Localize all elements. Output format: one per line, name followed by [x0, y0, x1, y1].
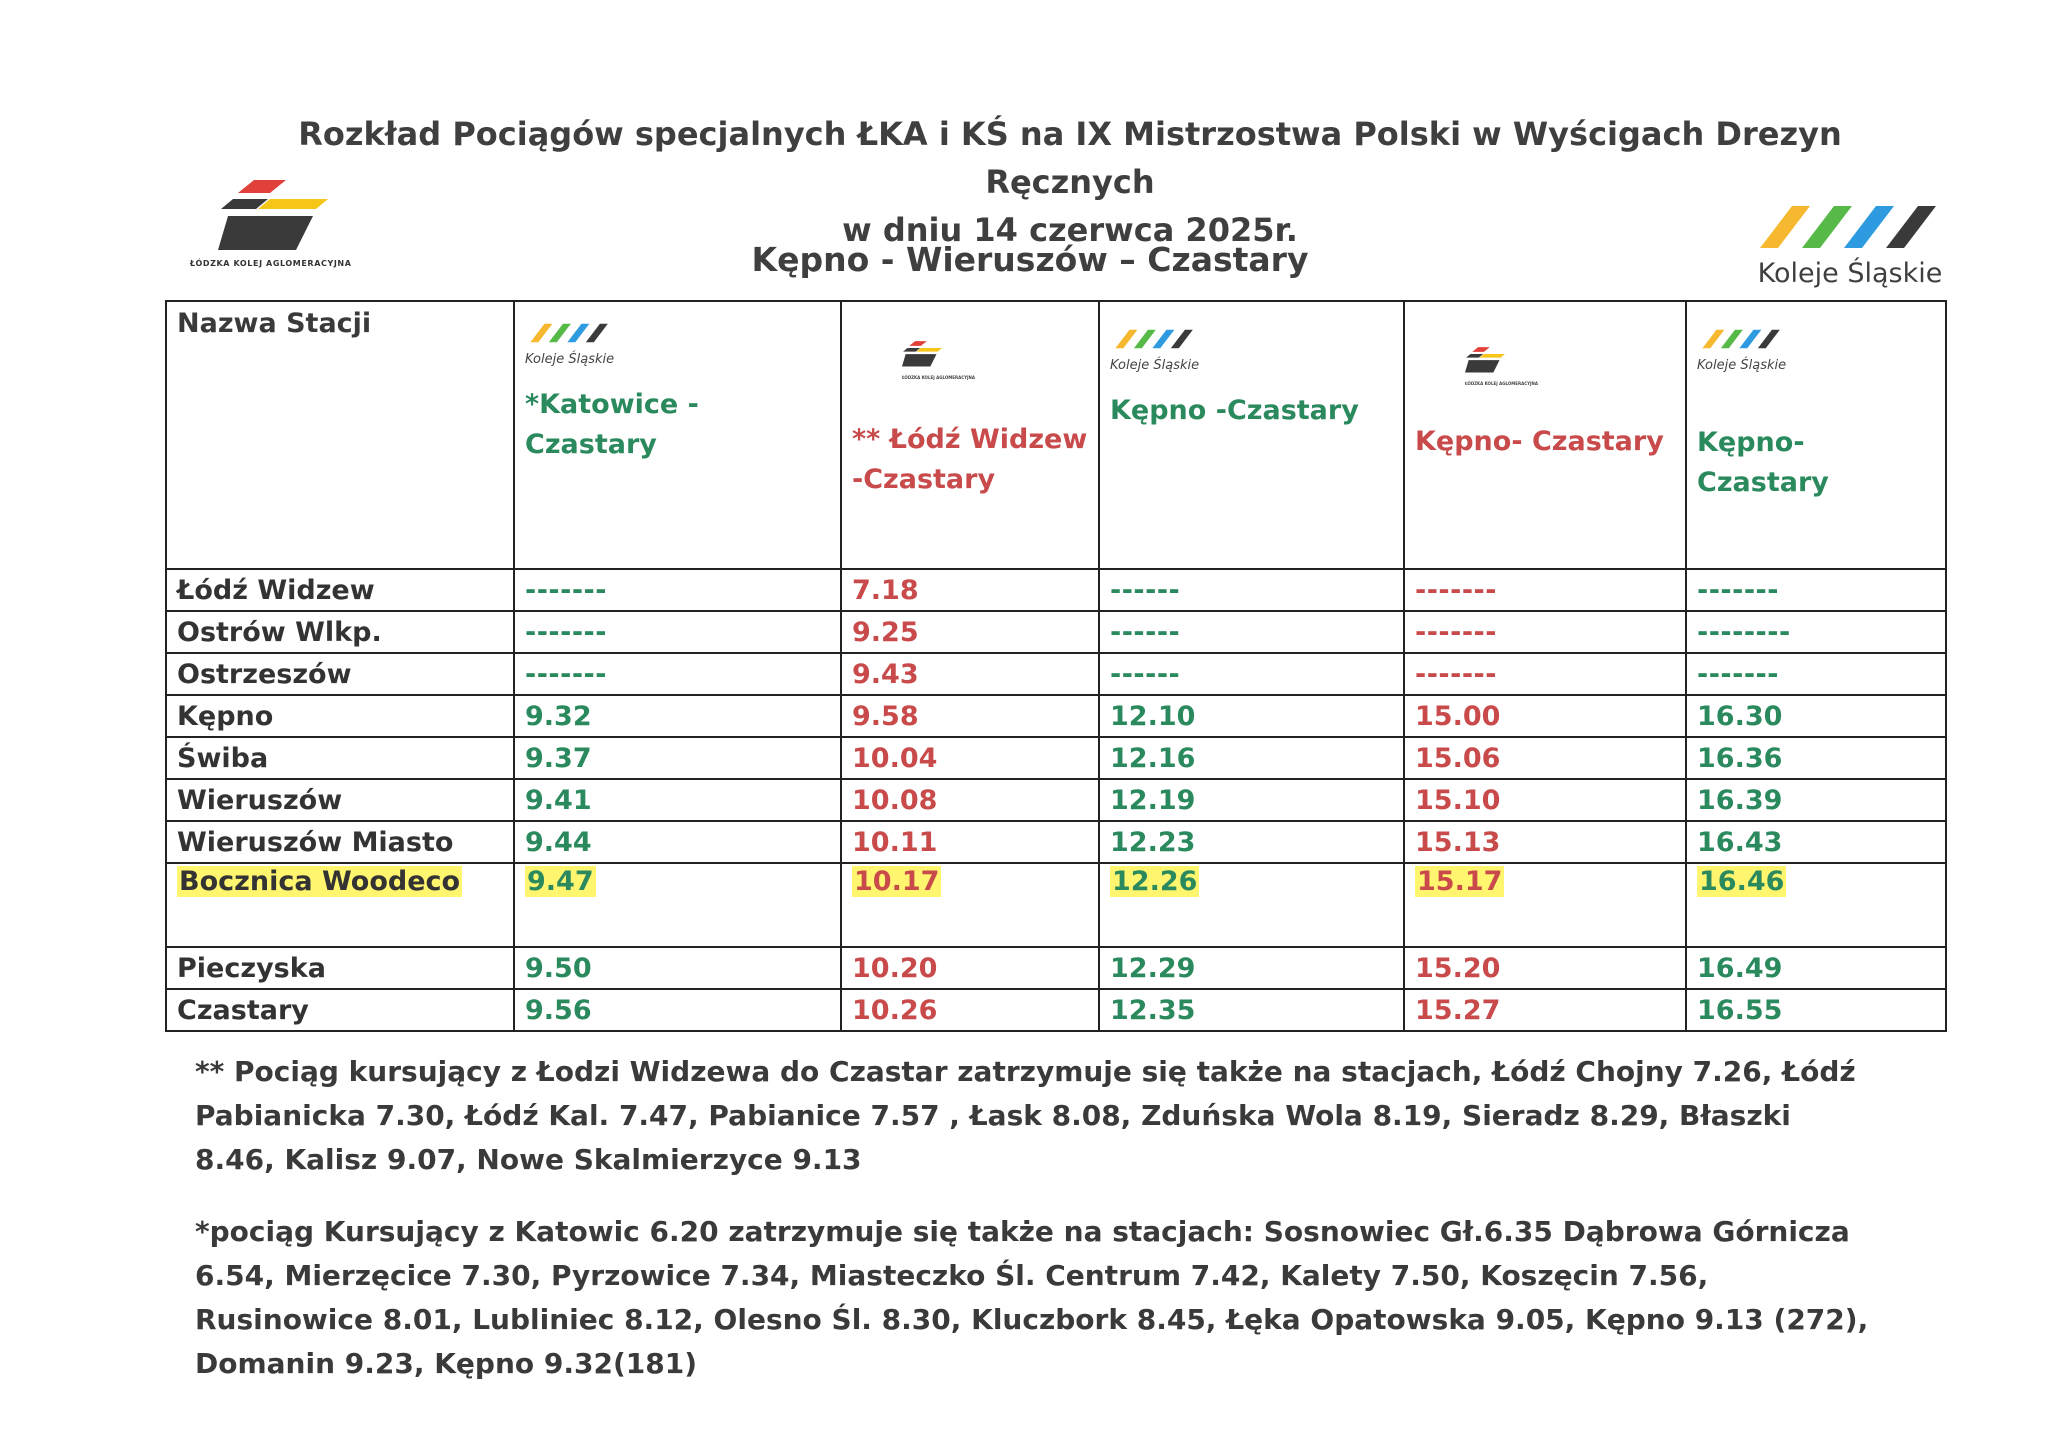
- column-header-4: [1404, 301, 1686, 569]
- title-line-1: Rozkład Pociągów specjalnych ŁKA i KŚ na IX Mistrzostwa Polski w Wyścigach Drezyn Ręcznych: [298, 115, 1842, 201]
- route-label: Kępno- Czastary: [1415, 426, 1664, 457]
- time-cell: 10.08: [841, 779, 1099, 821]
- time-cell: -------: [514, 611, 841, 653]
- time-cell: 10.04: [841, 737, 1099, 779]
- timetable: [165, 300, 1947, 1032]
- time-cell: 9.58: [841, 695, 1099, 737]
- title-line-2: w dniu 14 czerwca 2025r.: [842, 211, 1298, 249]
- time-cell: 16.55: [1686, 989, 1946, 1031]
- time-cell: -------: [1404, 611, 1686, 653]
- station-name: Pieczyska: [166, 947, 514, 989]
- table-row: [166, 611, 1946, 653]
- station-name: Czastary: [166, 989, 514, 1031]
- time-cell: 12.16: [1099, 737, 1404, 779]
- table-row: [166, 653, 1946, 695]
- station-column-header: Nazwa Stacji: [166, 301, 514, 569]
- column-header-1: [514, 301, 841, 569]
- highlighted-text: 15.17: [1417, 866, 1503, 897]
- lka-logo-icon: [902, 340, 942, 368]
- station-name: Ostrzeszów: [166, 653, 514, 695]
- time-cell: -------: [1404, 653, 1686, 695]
- time-cell: 12.23: [1099, 821, 1404, 863]
- table-header-row: [166, 301, 1946, 569]
- time-cell: 9.50: [514, 947, 841, 989]
- ks-mini-logo: Koleje Śląskie: [1110, 326, 1393, 373]
- highlighted-text: 10.17: [854, 866, 940, 897]
- time-cell: 9.41: [514, 779, 841, 821]
- time-cell: 15.10: [1404, 779, 1686, 821]
- time-cell: 7.18: [841, 569, 1099, 611]
- page-title: [270, 110, 1870, 254]
- ks-logo-icon: [1110, 328, 1200, 350]
- time-cell: [841, 863, 1099, 947]
- time-cell: -------: [1686, 569, 1946, 611]
- time-cell: [514, 863, 841, 947]
- time-cell: 9.37: [514, 737, 841, 779]
- route-subtitle: Kępno - Wieruszów – Czastary: [751, 240, 1309, 279]
- table-row: [166, 695, 1946, 737]
- time-cell: 16.36: [1686, 737, 1946, 779]
- column-header-5: [1686, 301, 1946, 569]
- time-cell: 9.43: [841, 653, 1099, 695]
- station-name: Wieruszów Miasto: [166, 821, 514, 863]
- time-cell: 16.30: [1686, 695, 1946, 737]
- time-cell: 10.26: [841, 989, 1099, 1031]
- station-name: [166, 863, 514, 947]
- time-cell: 10.11: [841, 821, 1099, 863]
- time-cell: 12.19: [1099, 779, 1404, 821]
- ks-logo-icon: [1697, 328, 1787, 350]
- time-cell: -------: [1404, 569, 1686, 611]
- ks-mini-logo: Koleje Śląskie: [1697, 326, 1935, 373]
- column-header-2: [841, 301, 1099, 569]
- time-cell: -------: [1686, 653, 1946, 695]
- time-cell: 15.27: [1404, 989, 1686, 1031]
- time-cell: 16.39: [1686, 779, 1946, 821]
- time-cell: 12.10: [1099, 695, 1404, 737]
- lka-logo-icon: [218, 178, 328, 253]
- ks-logo-icon: [525, 322, 615, 344]
- time-cell: -------: [514, 569, 841, 611]
- table-row: [166, 821, 1946, 863]
- column-header-3: [1099, 301, 1404, 569]
- lka-logo-icon: [1465, 346, 1505, 374]
- ks-logo: [1750, 202, 1950, 289]
- time-cell: 9.56: [514, 989, 841, 1031]
- time-cell: --------: [1686, 611, 1946, 653]
- route-label: *Katowice -Czastary: [525, 389, 699, 460]
- highlighted-text: 12.26: [1112, 866, 1198, 897]
- route-label: Kępno- Czastary: [1697, 427, 1829, 498]
- time-cell: ------: [1099, 611, 1404, 653]
- lka-logo-caption: ŁÓDZKA KOLEJ AGLOMERACYJNA: [190, 259, 352, 268]
- time-cell: ------: [1099, 569, 1404, 611]
- highlighted-text: Bocznica Woodeco: [179, 866, 461, 897]
- footnote-katowice-train: *pociąg Kursujący z Katowic 6.20 zatrzymuje się także na stacjach: Sosnowiec Gł.6.35 Dąbrowa Górnicza 6.54, Mierzęcice 7.30, Pyrzowice 7.34, Miasteczko Śl. Centrum 7.42, Kalety 7.50, Koszęcin 7.56, Rusinowice 8.01, Lubliniec 8.12, Olesno Śl. 8.30, Kluczbork 8.45, Łęka Opatowska 9.05, Kępno 9.13 (272), Domanin 9.23, Kępno 9.32(181): [195, 1215, 1869, 1380]
- table-row: [166, 737, 1946, 779]
- highlighted-text: 16.46: [1699, 866, 1785, 897]
- time-cell: [1404, 863, 1686, 947]
- ks-logo-caption: Koleje Śląskie: [1757, 258, 1943, 289]
- time-cell: [1686, 863, 1946, 947]
- time-cell: ------: [1099, 653, 1404, 695]
- time-cell: [1099, 863, 1404, 947]
- time-cell: -------: [514, 653, 841, 695]
- lka-mini-logo: ŁÓDZKA KOLEJ AGLOMERACYJNA: [902, 340, 1088, 380]
- station-name: Łódź Widzew: [166, 569, 514, 611]
- table-row-highlighted: [166, 863, 1946, 947]
- time-cell: 10.20: [841, 947, 1099, 989]
- time-cell: 9.44: [514, 821, 841, 863]
- time-cell: 15.06: [1404, 737, 1686, 779]
- time-cell: 12.29: [1099, 947, 1404, 989]
- time-cell: 9.32: [514, 695, 841, 737]
- highlighted-text: 9.47: [527, 866, 594, 897]
- lka-logo: [190, 178, 370, 268]
- time-cell: 16.49: [1686, 947, 1946, 989]
- table-row: [166, 779, 1946, 821]
- station-name: Wieruszów: [166, 779, 514, 821]
- ks-logo-icon: [1760, 202, 1940, 252]
- station-name: Ostrów Wlkp.: [166, 611, 514, 653]
- time-cell: 15.00: [1404, 695, 1686, 737]
- time-cell: 12.35: [1099, 989, 1404, 1031]
- time-cell: 15.13: [1404, 821, 1686, 863]
- table-row: [166, 569, 1946, 611]
- table-row: [166, 947, 1946, 989]
- table-row: [166, 989, 1946, 1031]
- lka-mini-logo: ŁÓDZKA KOLEJ AGLOMERACYJNA: [1465, 346, 1675, 386]
- station-name: Kępno: [166, 695, 514, 737]
- time-cell: 16.43: [1686, 821, 1946, 863]
- footnote-lodz-train: ** Pociąg kursujący z Łodzi Widzewa do Czastar zatrzymuje się także na stacjach, Łódź Chojny 7.26, Łódź Pabianicka 7.30, Łódź Kal. 7.47, Pabianice 7.57 , Łask 8.08, Zduńska Wola 8.19, Sieradz 8.29, Błaszki 8.46, Kalisz 9.07, Nowe Skalmierzyce 9.13: [195, 1055, 1856, 1176]
- station-name: Świba: [166, 737, 514, 779]
- time-cell: 9.25: [841, 611, 1099, 653]
- route-label: Kępno -Czastary: [1110, 395, 1359, 426]
- time-cell: 15.20: [1404, 947, 1686, 989]
- route-label: ** Łódź Widzew -Czastary: [852, 424, 1088, 495]
- ks-mini-logo: Koleje Śląskie: [525, 320, 830, 367]
